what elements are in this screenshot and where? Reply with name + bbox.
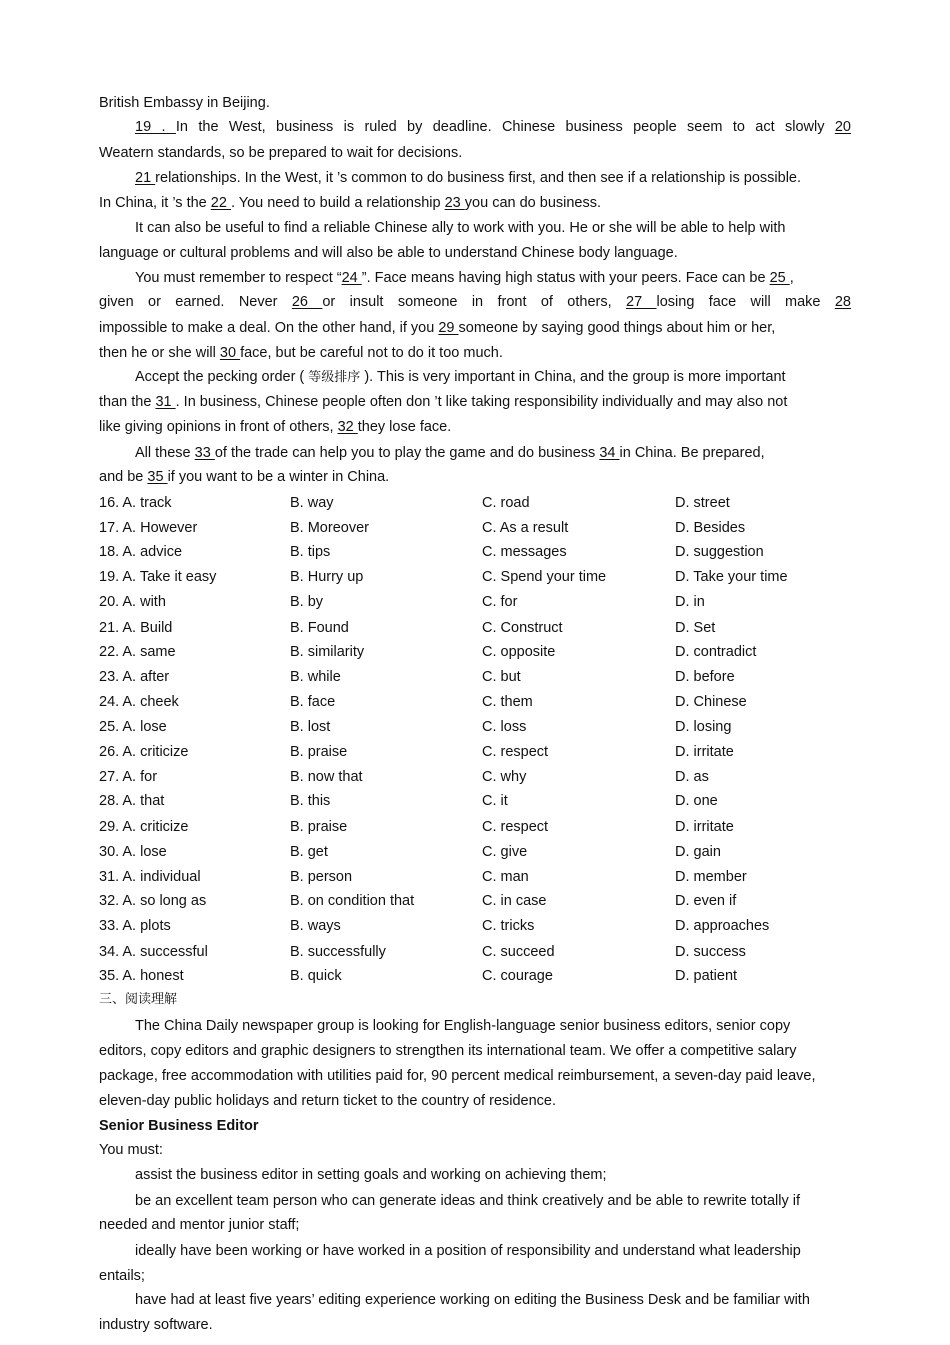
passage-line	[99, 244, 851, 262]
option-d: D. even if	[675, 893, 737, 909]
option-c: C. why	[482, 769, 527, 785]
option-b: B. by	[290, 594, 324, 610]
requirement-text: be an excellent team person who can generate ideas and think creatively and be able to rewrite totally if	[135, 1193, 800, 1209]
reading-line	[99, 1092, 851, 1110]
job-title-text: Senior Business Editor	[99, 1118, 259, 1134]
passage-text: Weatern standards, so be prepared to wait for decisions.	[99, 145, 463, 161]
option-c: C. respect	[482, 819, 549, 835]
option-c: C. give	[482, 844, 528, 860]
option-b: B. Moreover	[290, 520, 369, 536]
option-b: B. now that	[290, 769, 363, 785]
option-d: D. irritate	[675, 744, 734, 760]
option-d: D. member	[675, 869, 747, 885]
option-d: D. contradict	[675, 644, 757, 660]
passage-text: in China. Be prepared,	[619, 445, 765, 461]
option-a: 31. A. individual	[99, 869, 201, 885]
reading-text: package, free accommodation with utilities paid for, 90 percent medical reimbursement, a seven-day paid leave,	[99, 1068, 816, 1084]
option-d: D. patient	[675, 968, 738, 984]
reading-text: The China Daily newspaper group is looking for English-language senior business editors, senior copy	[135, 1018, 791, 1034]
blank-30: 30	[219, 345, 241, 361]
blank-23: 23	[444, 195, 465, 211]
option-c: C. but	[482, 669, 521, 685]
option-d: D. Chinese	[675, 694, 747, 710]
option-a: 29. A. criticize	[99, 819, 189, 835]
option-c: C. them	[482, 694, 533, 710]
passage-line	[135, 444, 851, 462]
requirement-text: assist the business editor in setting goals and working on achieving them;	[135, 1167, 607, 1183]
option-c: C. loss	[482, 719, 527, 735]
option-d: D. in	[675, 594, 705, 610]
passage-text: and be	[99, 469, 148, 485]
option-c: C. road	[482, 495, 530, 511]
option-a: 18. A. advice	[99, 544, 183, 560]
passage-text: . You need to build a relationship	[230, 195, 445, 211]
passage-text: Accept the pecking order (	[135, 369, 309, 385]
option-d: D. street	[675, 495, 730, 511]
passage-text: than the	[99, 394, 156, 410]
option-b: B. on condition that	[290, 893, 415, 909]
requirement-text: entails;	[99, 1268, 145, 1284]
option-b: B. Found	[290, 620, 349, 636]
passage-line	[135, 269, 851, 287]
option-a: 21. A. Build	[99, 620, 173, 636]
reading-text: You must:	[99, 1142, 163, 1158]
blank-26: 26	[291, 294, 323, 310]
option-a: 27. A. for	[99, 769, 158, 785]
option-a: 35. A. honest	[99, 968, 184, 984]
option-c: C. it	[482, 793, 508, 809]
option-c: C. respect	[482, 744, 549, 760]
option-d: D. one	[675, 793, 718, 809]
option-c: C. in case	[482, 893, 547, 909]
option-d: D. approaches	[675, 918, 770, 934]
option-b: B. way	[290, 495, 334, 511]
blank-29: 29	[438, 320, 459, 336]
option-d: D. before	[675, 669, 735, 685]
passage-text: then he or she will	[99, 345, 220, 361]
passage-text: It can also be useful to find a reliable Chinese ally to work with you. He or she will be able to help with	[135, 220, 786, 236]
blank-28: 28	[834, 294, 851, 310]
option-a: 20. A. with	[99, 594, 166, 610]
passage-text: face, but be careful not to do it too much.	[240, 345, 503, 361]
reading-line	[135, 1017, 851, 1035]
passage-text: You must remember to respect “	[135, 270, 342, 286]
blank-21: 21	[135, 170, 156, 186]
option-b: B. while	[290, 669, 341, 685]
passage-line	[99, 94, 851, 112]
passage-text: . In business, Chinese people often don ’t like taking responsibility individually and may also not	[175, 394, 788, 410]
option-b: B. this	[290, 793, 331, 809]
reading-line	[99, 1042, 851, 1060]
option-c: C. tricks	[482, 918, 535, 934]
blank-22: 22	[210, 195, 231, 211]
option-b: B. praise	[290, 744, 348, 760]
option-b: B. ways	[290, 918, 341, 934]
blank-20: 20	[834, 119, 851, 135]
option-c: C. messages	[482, 544, 567, 560]
passage-line	[99, 468, 851, 486]
option-c: C. Construct	[482, 620, 563, 636]
passage-text: like giving opinions in front of others,	[99, 419, 338, 435]
passage-text: relationships. In the West, it ’s common to do business first, and then see if a relationship is possible.	[155, 170, 802, 186]
passage-line	[135, 118, 851, 136]
option-d: D. gain	[675, 844, 721, 860]
passage-text: given or earned. Never	[99, 294, 292, 310]
option-c: C. succeed	[482, 944, 555, 960]
blank-19: 19 .	[135, 119, 176, 135]
passage-text: of the trade can help you to play the game and do business	[214, 445, 600, 461]
passage-text: In China, it ’s the	[99, 195, 211, 211]
passage-text: if you want to be a winter in China.	[167, 469, 390, 485]
passage-text: impossible to make a deal. On the other hand, if you	[99, 320, 439, 336]
option-c: C. As a result	[482, 520, 569, 536]
option-b: B. person	[290, 869, 353, 885]
option-d: D. suggestion	[675, 544, 764, 560]
passage-line	[99, 194, 851, 212]
option-a: 24. A. cheek	[99, 694, 179, 710]
option-a: 30. A. lose	[99, 844, 167, 860]
option-a: 16. A. track	[99, 495, 172, 511]
option-b: B. get	[290, 844, 328, 860]
blank-25: 25	[769, 270, 790, 286]
passage-text: All these	[135, 445, 195, 461]
passage-text: British Embassy in Beijing.	[99, 95, 270, 111]
option-d: D. success	[675, 944, 746, 960]
requirement-line	[99, 1267, 851, 1285]
option-c: C. opposite	[482, 644, 556, 660]
requirement-text: ideally have been working or have worked in a position of responsibility and understand what leadership	[135, 1243, 801, 1259]
option-b: B. successfully	[290, 944, 386, 960]
requirement-text: needed and mentor junior staff;	[99, 1217, 300, 1233]
reading-line	[99, 1067, 851, 1085]
option-d: D. losing	[675, 719, 732, 735]
chinese-annotation: 等级排序	[308, 370, 361, 385]
option-a: 32. A. so long as	[99, 893, 207, 909]
passage-line	[135, 219, 851, 237]
requirement-text: industry software.	[99, 1317, 213, 1333]
option-a: 26. A. criticize	[99, 744, 189, 760]
requirement-line	[135, 1291, 851, 1309]
passage-line	[99, 293, 851, 311]
blank-27: 27	[626, 294, 657, 310]
job-title	[99, 1117, 851, 1135]
blank-32: 32	[337, 419, 358, 435]
passage-line	[99, 418, 851, 436]
passage-text: In the West, business is ruled by deadline. Chinese business people seem to act slowly	[175, 119, 835, 135]
option-b: B. praise	[290, 819, 348, 835]
passage-line	[135, 368, 851, 387]
passage-text: language or cultural problems and will also be able to understand Chinese body language.	[99, 245, 678, 261]
passage-text: someone by saying good things about him or her,	[458, 320, 776, 336]
option-a: 28. A. that	[99, 793, 165, 809]
passage-text: losing face will make	[656, 294, 835, 310]
option-c: C. Spend your time	[482, 569, 607, 585]
option-b: B. face	[290, 694, 336, 710]
option-c: C. for	[482, 594, 518, 610]
requirement-line	[135, 1242, 851, 1260]
reading-text: eleven-day public holidays and return ticket to the country of residence.	[99, 1093, 557, 1109]
passage-text: or insult someone in front of others,	[322, 294, 627, 310]
passage-text: they lose face.	[357, 419, 452, 435]
passage-line	[99, 319, 851, 337]
option-d: D. Take your time	[675, 569, 788, 585]
option-a: 22. A. same	[99, 644, 176, 660]
passage-line	[99, 144, 851, 162]
option-a: 33. A. plots	[99, 918, 171, 934]
blank-34: 34	[599, 445, 620, 461]
option-a: 23. A. after	[99, 669, 170, 685]
option-c: C. man	[482, 869, 529, 885]
requirement-line	[135, 1192, 851, 1210]
option-d: D. Besides	[675, 520, 746, 536]
blank-24: 24	[341, 270, 362, 286]
section-heading	[99, 990, 851, 1009]
requirement-line	[99, 1316, 851, 1334]
reading-text: editors, copy editors and graphic designers to strengthen its international team. We offer a competitive salary	[99, 1043, 797, 1059]
blank-35: 35	[147, 469, 168, 485]
passage-line	[99, 344, 851, 362]
option-a: 25. A. lose	[99, 719, 167, 735]
option-a: 34. A. successful	[99, 944, 208, 960]
option-d: D. irritate	[675, 819, 734, 835]
option-b: B. quick	[290, 968, 342, 984]
option-d: D. as	[675, 769, 709, 785]
option-b: B. lost	[290, 719, 331, 735]
passage-text: ,	[789, 270, 794, 286]
passage-text: ). This is very important in China, and the group is more important	[360, 369, 786, 385]
option-b: B. Hurry up	[290, 569, 364, 585]
option-a: 17. A. However	[99, 520, 198, 536]
reading-heading: 三、阅读理解	[99, 992, 178, 1007]
blank-33: 33	[194, 445, 215, 461]
option-b: B. tips	[290, 544, 331, 560]
option-c: C. courage	[482, 968, 553, 984]
blank-31: 31	[155, 394, 176, 410]
requirement-line	[99, 1216, 851, 1234]
requirement-text: have had at least five years’ editing experience working on editing the Business Desk and be familiar with	[135, 1292, 810, 1308]
passage-text: ”. Face means having high status with your peers. Face can be	[361, 270, 770, 286]
requirement-line	[135, 1166, 851, 1184]
option-b: B. similarity	[290, 644, 365, 660]
passage-line	[99, 393, 851, 411]
option-d: D. Set	[675, 620, 716, 636]
passage-text: you can do business.	[464, 195, 602, 211]
passage-line	[135, 169, 851, 187]
reading-line	[99, 1141, 851, 1159]
option-a: 19. A. Take it easy	[99, 569, 217, 585]
